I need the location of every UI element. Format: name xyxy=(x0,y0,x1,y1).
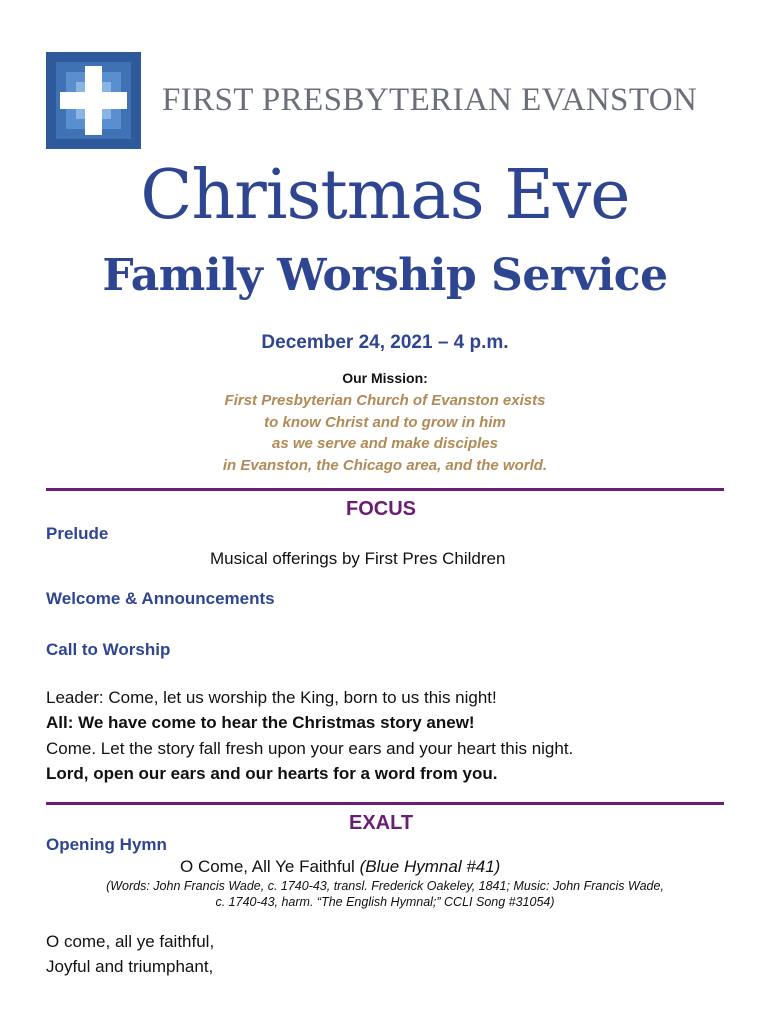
section-divider xyxy=(46,488,724,491)
prelude-heading: Prelude xyxy=(46,524,109,543)
mission-line: in Evanston, the Chicago area, and the world. xyxy=(222,456,548,474)
service-date: December 24, 2021 – 4 p.m. xyxy=(261,332,509,353)
section-divider xyxy=(46,802,724,805)
mission-line: First Presbyterian Church of Evanston exists xyxy=(224,392,546,409)
hymn-lyric-line: O come, all ye faithful, xyxy=(46,932,215,951)
mission-label: Our Mission: xyxy=(342,370,428,386)
page-title: Christmas Eve xyxy=(140,156,630,235)
opening-hymn-heading: Opening Hymn xyxy=(46,835,167,854)
page-subtitle: Family Worship Service xyxy=(102,250,668,301)
mission-line: as we serve and make disciples xyxy=(272,435,498,452)
welcome-heading: Welcome & Announcements xyxy=(46,589,275,608)
hymnal-reference: (Blue Hymnal #41) xyxy=(359,857,501,876)
hymn-credit-line: (Words: John Francis Wade, c. 1740-43, transl. Frederick Oakeley, 1841; Music: John Francis Wade, xyxy=(106,879,664,893)
liturgy-response-line: Lord, open our ears and our hearts for a word from you. xyxy=(46,764,498,783)
liturgy-leader-line: Leader: Come, let us worship the King, born to us this night! xyxy=(46,688,497,707)
prelude-text: Musical offerings by First Pres Children xyxy=(210,549,506,568)
cross-logo-icon xyxy=(46,52,141,149)
liturgy-response-line: All: We have come to hear the Christmas story anew! xyxy=(46,713,475,732)
hymn-title-line xyxy=(180,857,500,877)
mission-line: to know Christ and to grow in him xyxy=(264,413,506,431)
section-heading-exalt: EXALT xyxy=(349,812,414,834)
hymn-credit-line: c. 1740-43, harm. “The English Hymnal;” CCLI Song #31054) xyxy=(215,895,555,909)
liturgy-leader-line: Come. Let the story fall fresh upon your ears and your heart this night. xyxy=(46,739,574,758)
organization-name: FIRST PRESBYTERIAN EVANSTON xyxy=(162,82,698,118)
hymn-lyric-line: Joyful and triumphant, xyxy=(46,957,214,976)
hymn-title: O Come, All Ye Faithful xyxy=(180,857,355,876)
mission-statement xyxy=(0,390,770,476)
call-to-worship-heading: Call to Worship xyxy=(46,640,171,659)
section-heading-focus: FOCUS xyxy=(346,498,416,520)
hymn-credits xyxy=(30,878,740,910)
